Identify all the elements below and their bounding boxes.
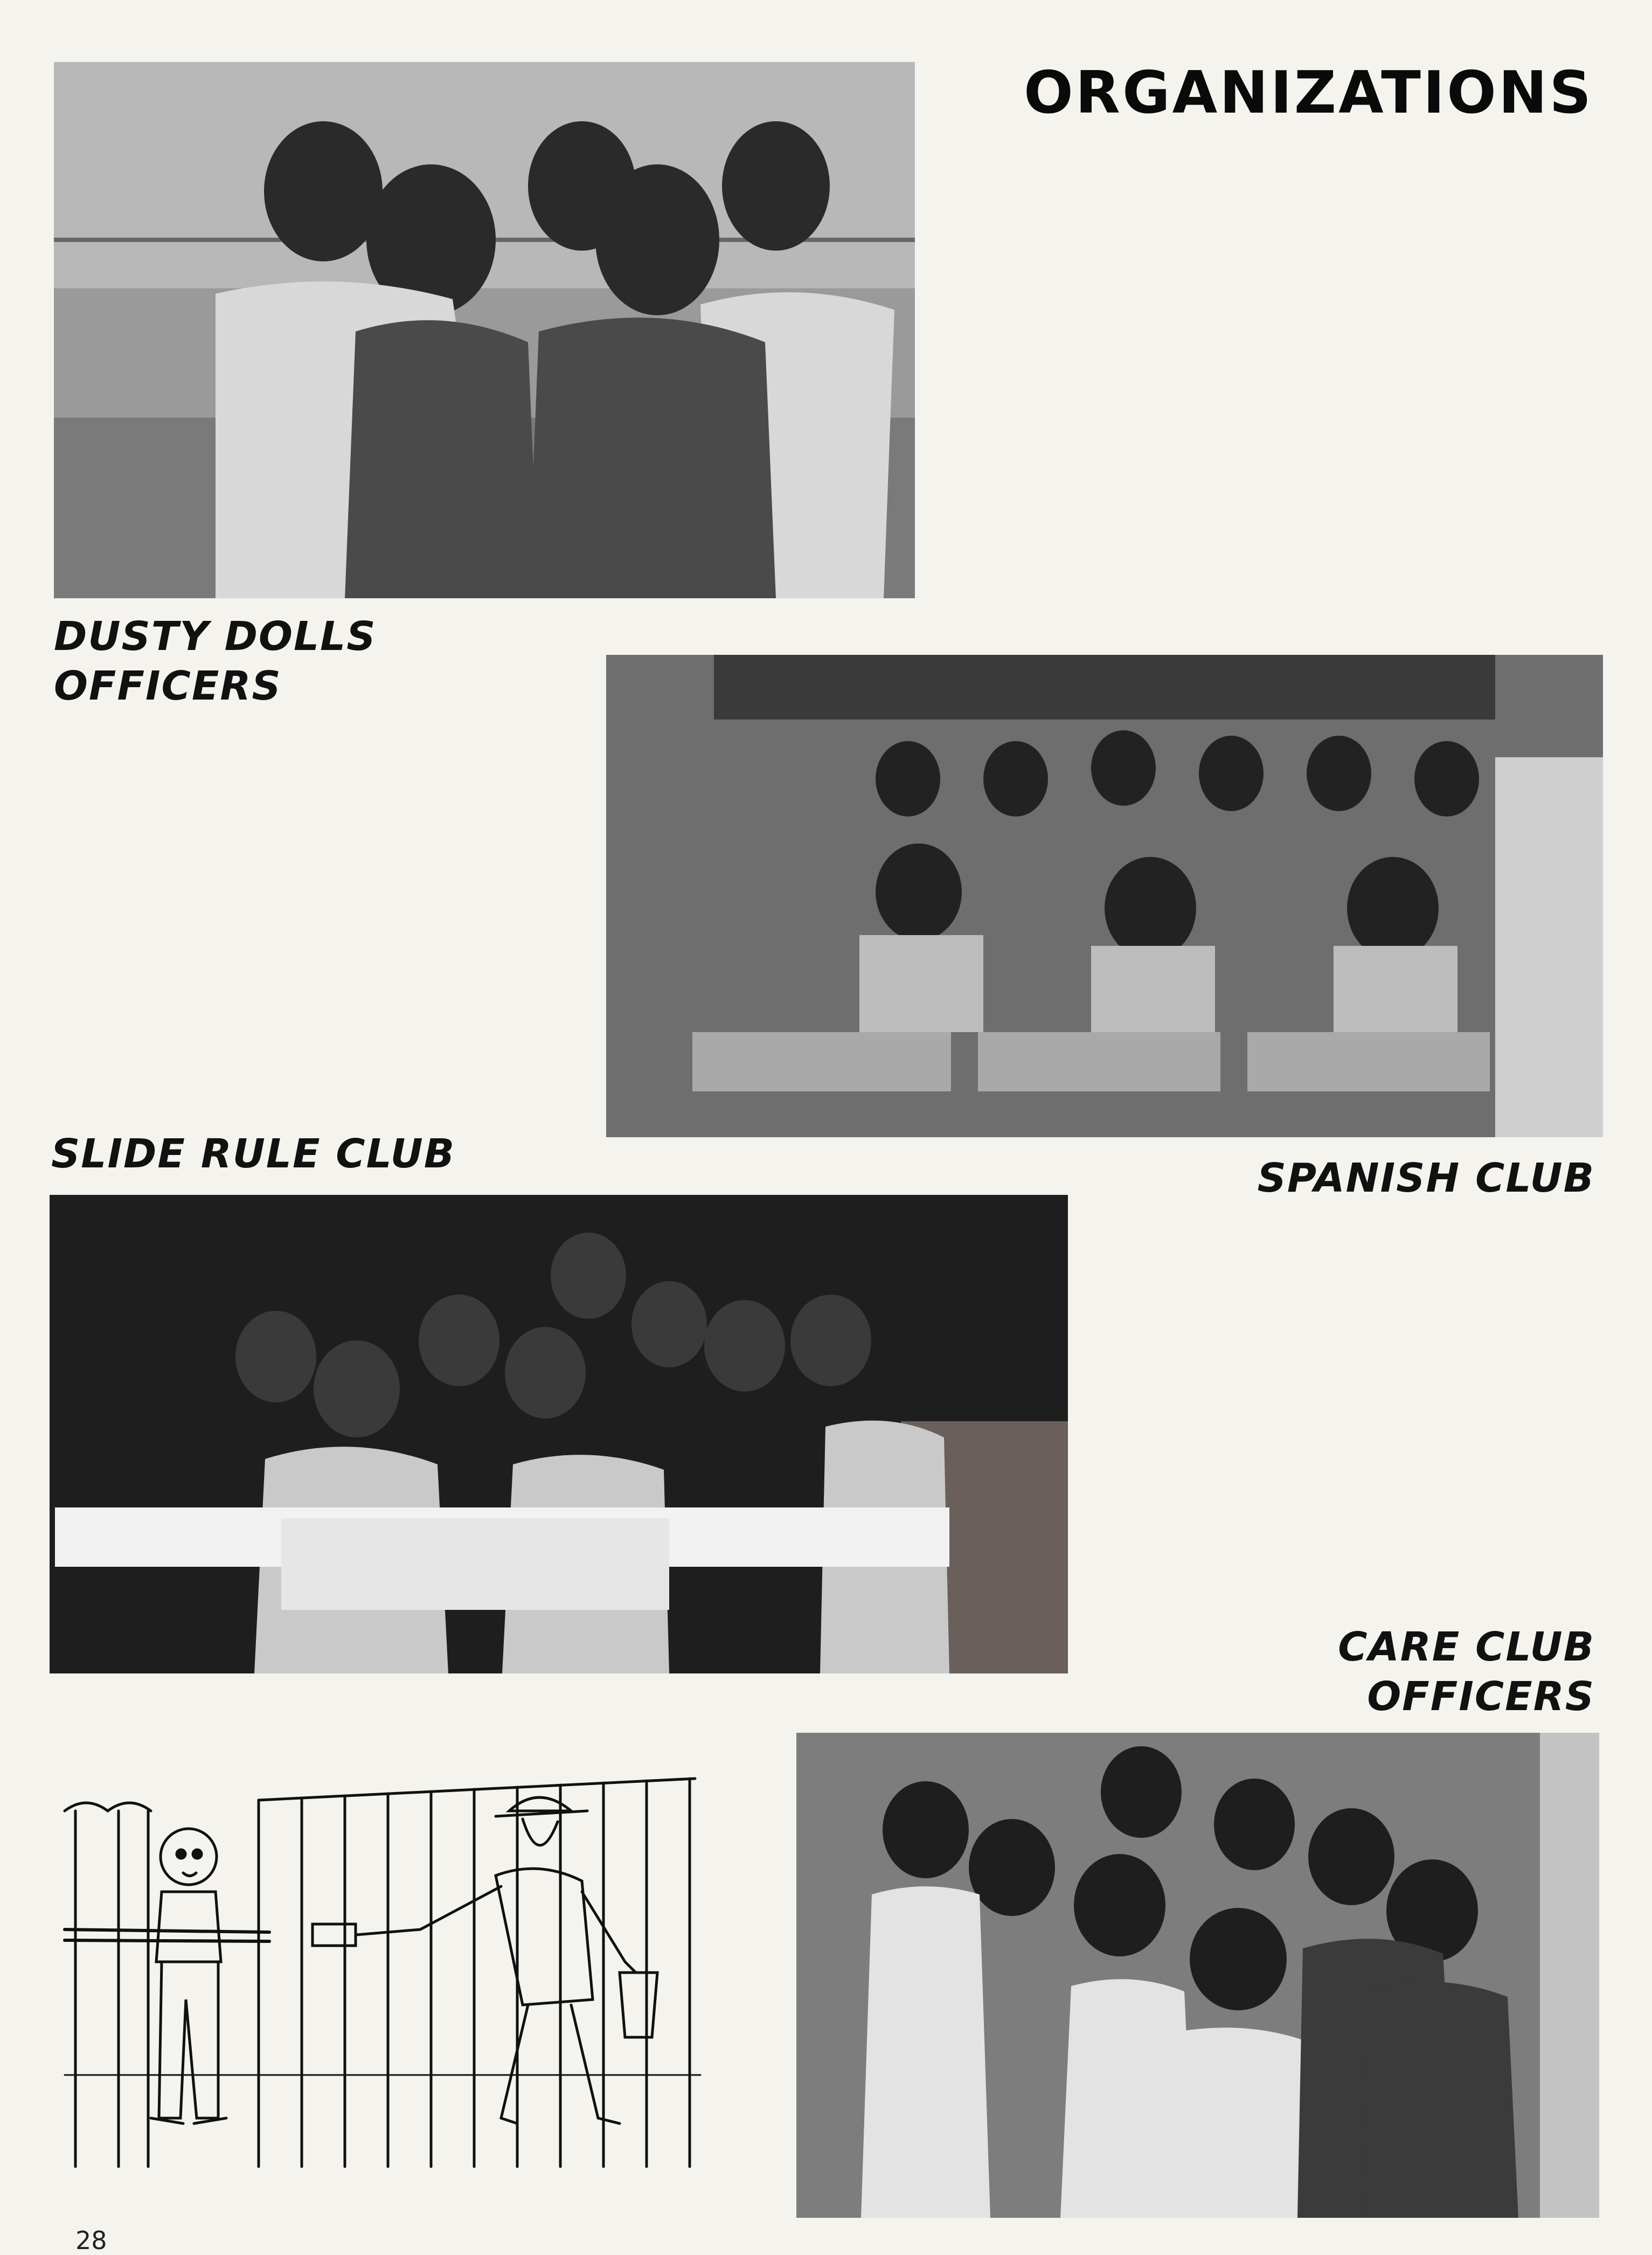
caption-line: CARE CLUB [1338,1624,1595,1670]
fence-painter-cartoon [54,1746,717,2188]
spanish-club-caption [1185,1153,1595,1203]
slide-rule-club-photo [50,1195,1068,1673]
care-club-caption [1185,1622,1595,1721]
dusty-dolls-photo [54,62,915,598]
care-club-photo [796,1733,1599,2218]
slide-rule-caption [51,1129,455,1179]
caption-line: DUSTY DOLLS [54,613,377,660]
caption-line: SLIDE RULE CLUB [51,1131,456,1177]
caption-line: OFFICERS [1367,1673,1595,1720]
dusty-dolls-caption [54,612,377,711]
caption-line: SPANISH CLUB [1257,1155,1595,1201]
spanish-club-photo [606,655,1603,1137]
page-title: ORGANIZATIONS [1024,59,1594,127]
page-number: 28 [75,2226,107,2255]
caption-line: OFFICERS [54,663,282,709]
